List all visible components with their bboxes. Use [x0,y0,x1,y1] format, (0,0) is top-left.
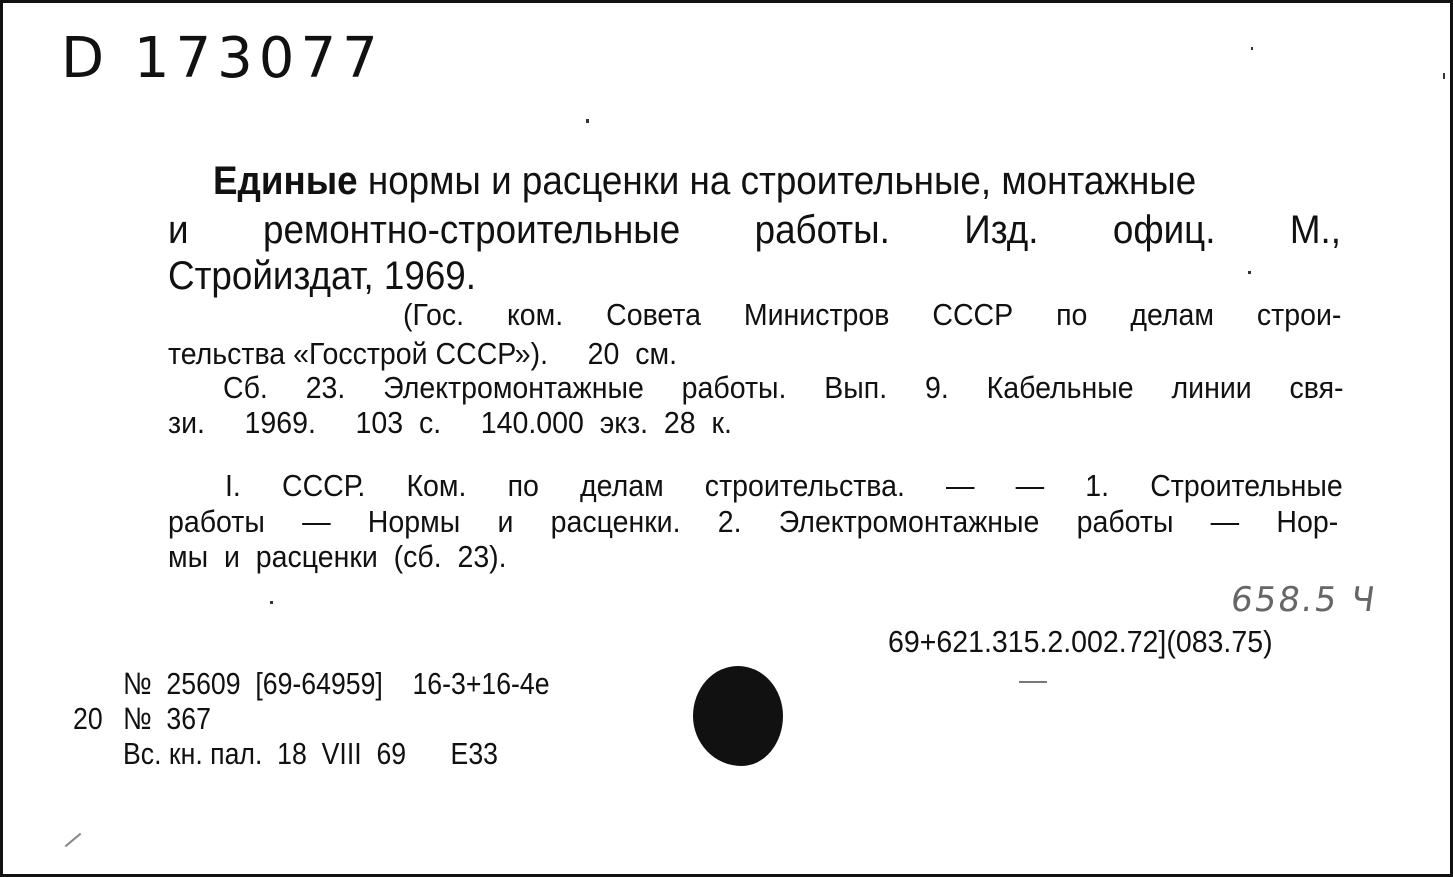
pencil-shelf-mark: 658.5 Ч [1228,580,1380,620]
stray-mark [65,833,82,847]
speck-1 [586,119,589,123]
title-line-2: и ремонтно-строительные работы. Изд. офиц. М., [168,208,1341,252]
collection-line-1: Сб. 23. Электромонтажные работы. Вып. 9. Кабельные линии свя- [223,370,1344,405]
record-second-number: № 367 [123,701,211,736]
udc-classification: 69+621.315.2.002.72](083.75) [888,624,1273,659]
issuer-line-2: тельства «Госстрой СССР»). 20 см. [168,336,677,371]
title-line-3: Стройиздат, 1969. [168,254,476,298]
book-chamber-line: Вс. кн. пал. 18 VIII 69 Е33 [123,736,498,771]
ink-blot [693,666,783,766]
record-prefix: 20 [73,701,103,736]
speck-4 [1251,47,1253,50]
subjects-line-3: мы и расценки (сб. 23). [168,539,507,574]
speck-3 [270,601,273,604]
title-line-1-rest: нормы и расценки на строительные, монтажные [357,159,1197,203]
speck-2 [1248,271,1251,274]
collection-line-2: зи. 1969. 103 с. 140.000 экз. 28 к. [168,405,732,440]
dash-mark [1019,681,1047,683]
handwritten-catalog-number: D 173077 [61,26,384,91]
speck-5 [1443,73,1445,79]
subjects-line-2: работы — Нормы и расценки. 2. Электромонтажные работы — Нор- [168,504,1339,539]
title-lead-word: Единые [213,159,358,203]
subjects-line-1: I. СССР. Ком. по делам строительства. — — 1. Строительные [225,468,1343,503]
issuer-line-1: (Гос. ком. Совета Министров СССР по делам строи- [403,297,1342,332]
record-number-line: № 25609 [69-64959] 16-3+16-4е [123,666,550,701]
title-line-1 [213,161,1196,201]
